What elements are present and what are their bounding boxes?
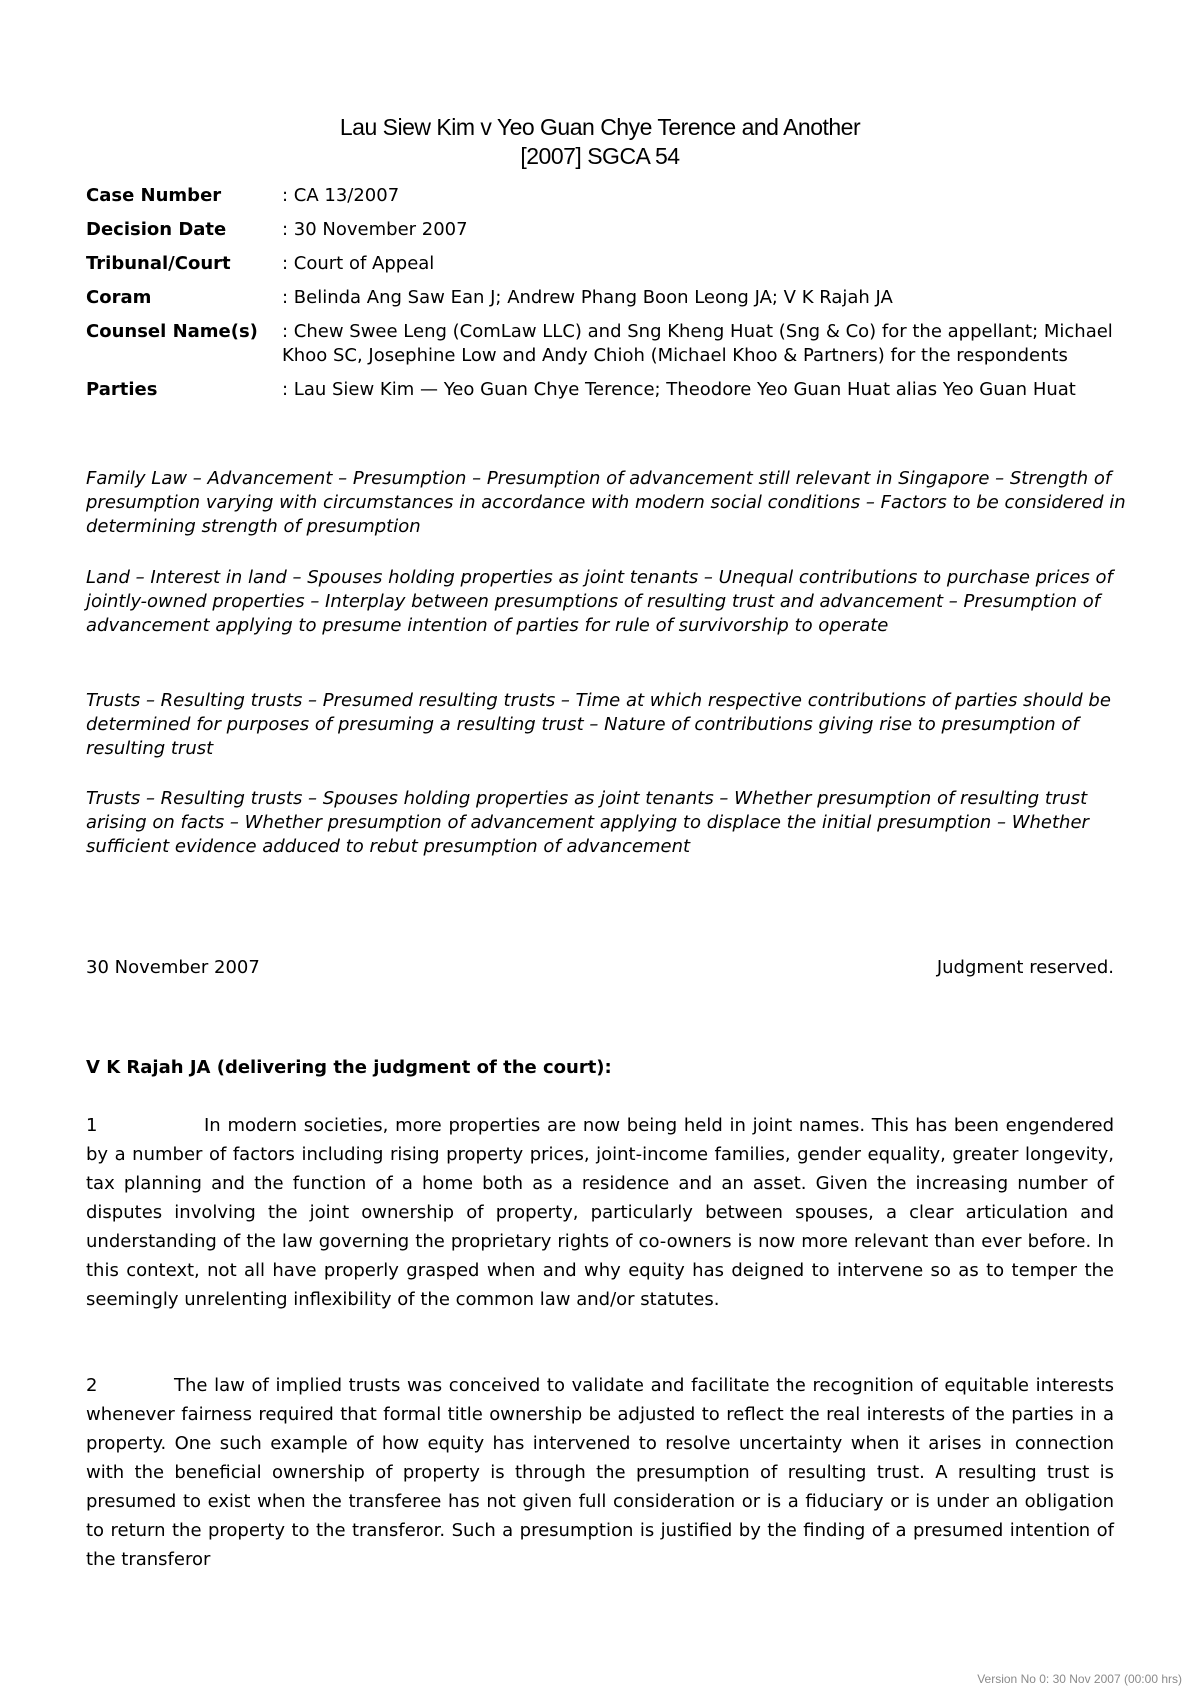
version-footer: Version No 0: 30 Nov 2007 (00:00 hrs) [977, 1672, 1182, 1686]
meta-row-counsel [86, 320, 1116, 368]
meta-value: : Lau Siew Kim — Yeo Guan Chye Terence; Theodore Yeo Guan Huat alias Yeo Guan Huat [282, 379, 1076, 400]
paragraph-1 [86, 1111, 1114, 1314]
meta-row-tribunal [86, 252, 1116, 276]
meta-row-decision-date [86, 218, 1116, 242]
paragraph-text: The law of implied trusts was conceived to validate and facilitate the recognition of equitable interests whenever fairness required that formal title ownership be adjusted to reflect the real interests of the parties in a property. One such example of how equity has intervened to resolve uncertainty when it arises in connection with the beneficial ownership of property is through the presumption of resulting trust. A resulting trust is presumed to exist when the transferee has not given full consideration or is a fiduciary or is under an obligation to return the property to the transferor. Such a presumption is justified by the finding of a presumed intention of the transferor [86, 1375, 1114, 1570]
meta-label: Case Number [86, 185, 222, 206]
meta-row-coram [86, 286, 1116, 310]
meta-row-case-number [86, 184, 1116, 208]
case-citation: [2007] SGCA 54 [520, 143, 680, 169]
judge-heading: V K Rajah JA (delivering the judgment of the court): [86, 1057, 612, 1078]
meta-value: : CA 13/2007 [282, 185, 400, 206]
judgment-date: 30 November 2007 [86, 957, 260, 978]
meta-label: Tribunal/Court [86, 253, 231, 274]
case-title: Lau Siew Kim v Yeo Guan Chye Terence and Another [339, 114, 861, 140]
meta-label: Decision Date [86, 219, 227, 240]
paragraph-text: In modern societies, more properties are now being held in joint names. This has been engendered by a number of factors including rising property prices, joint-income families, gender equality, greater longevity, tax planning and the function of a home both as a residence and an asset. Given the increasing number of disputes involving the joint ownership of property, particularly between spouses, a clear articulation and understanding of the law governing the proprietary rights of co-owners is now more relevant than ever before. In this context, not all have properly grasped when and why equity has deigned to intervene so as to temper the seemingly unrelenting inflexibility of the common law and/or statutes. [86, 1115, 1114, 1310]
meta-value: : Chew Swee Leng (ComLaw LLC) and Sng Kheng Huat (Sng & Co) for the appellant; Michael Khoo SC, Josephine Low and Andy Chioh (Michael Khoo & Partners) for the respondents [282, 321, 1113, 366]
case-metadata [86, 184, 1116, 412]
catchwords-trusts-1: Trusts – Resulting trusts – Presumed resulting trusts – Time at which respective contributions of parties should be determined for purposes of presuming a resulting trust – Nature of contributions giving rise to presumption of resulting trust [86, 690, 1111, 759]
meta-value: : Belinda Ang Saw Ean J; Andrew Phang Boon Leong JA; V K Rajah JA [282, 287, 893, 308]
paragraph-number: 1 [86, 1115, 98, 1136]
meta-row-parties [86, 378, 1116, 402]
meta-value: : Court of Appeal [282, 253, 435, 274]
paragraph-number: 2 [86, 1375, 98, 1396]
meta-value: : 30 November 2007 [282, 219, 468, 240]
paragraph-2 [86, 1371, 1114, 1574]
meta-label: Counsel Name(s) [86, 321, 258, 342]
catchwords-family-law: Family Law – Advancement – Presumption – Presumption of advancement still relevant in Singapore – Strength of presumption varying with circumstances in accordance with modern social conditions – Factors to be considered in determining strength of presumption [86, 468, 1126, 537]
catchwords-land: Land – Interest in land – Spouses holding properties as joint tenants – Unequal contributions to purchase prices of jointly-owned properties – Interplay between presumptions of resulting trust and advancement – Presumption of advancement applying to presume intention of parties for rule of survivorship to operate [86, 567, 1113, 636]
catchwords-trusts-2: Trusts – Resulting trusts – Spouses holding properties as joint tenants – Whether presumption of resulting trust arising on facts – Whether presumption of advancement applying to displace the initial presumption – Whether sufficient evidence adduced to rebut presumption of advancement [86, 788, 1089, 857]
meta-label: Coram [86, 287, 152, 308]
meta-label: Parties [86, 379, 158, 400]
judgment-status: Judgment reserved. [936, 957, 1114, 978]
